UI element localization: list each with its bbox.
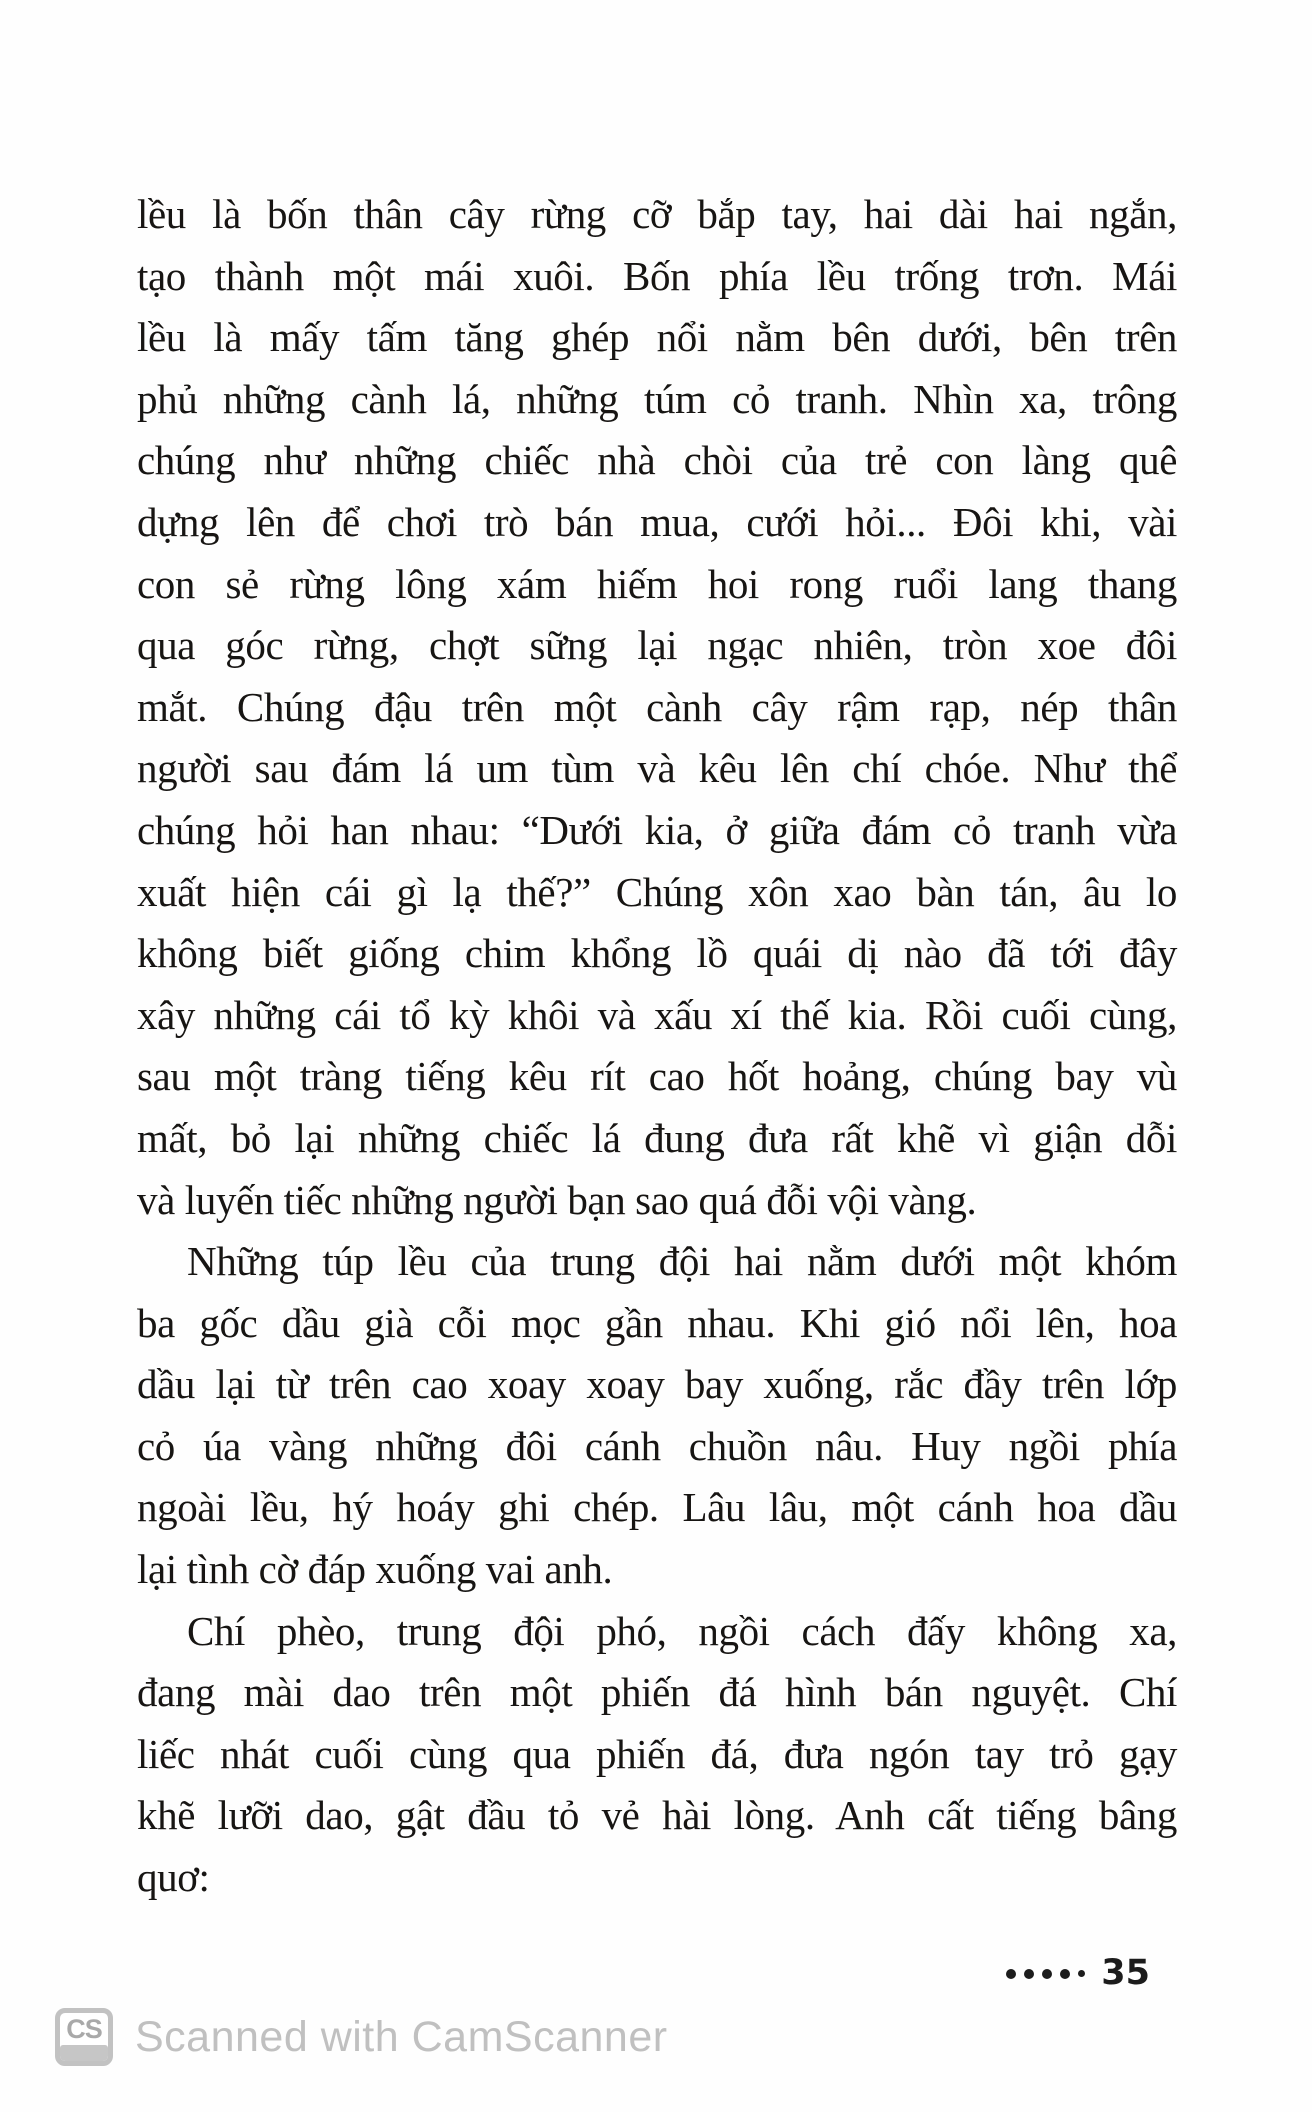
camscanner-watermark [55,2008,668,2066]
footer-dot [1042,1969,1052,1979]
text-line: người sau đám lá um tùm và kêu lên chí chóe. Như thể [137,745,1177,792]
text-line: chúng như những chiếc nhà chòi của trẻ con làng quê [137,437,1177,484]
text-line: dầu lại từ trên cao xoay xoay bay xuống, rắc đầy trên lớp [137,1361,1177,1408]
footer-dot [1060,1969,1070,1979]
footer-dot [1078,1970,1085,1977]
camscanner-logo-icon [55,2008,113,2066]
text-line: mắt. Chúng đậu trên một cành cây rậm rạp, nép thân [137,683,1177,730]
text-line: đang mài dao trên một phiến đá hình bán nguyệt. Chí [137,1669,1177,1716]
footer-dot [1024,1969,1034,1979]
text-line: cỏ úa vàng những đôi cánh chuồn nâu. Huy ngồi phía [137,1422,1177,1469]
text-line: tạo thành một mái xuôi. Bốn phía lều trống trơn. Mái [137,252,1177,299]
page-number: 35 [1101,1953,1150,1993]
text-line: dựng lên để chơi trò bán mua, cưới hỏi... Đôi khi, vài [137,498,1177,545]
text-line: lều là bốn thân cây rừng cỡ bắp tay, hai dài hai ngắn, [137,191,1177,237]
text-line: chúng hỏi han nhau: “Dưới kia, ở giữa đám cỏ tranh vừa [137,806,1177,853]
text-line: phủ những cành lá, những túm cỏ tranh. Nhìn xa, trông [137,375,1177,422]
paragraph [137,184,1177,1231]
camscanner-logo-tab [60,2045,108,2061]
footer-dot [1006,1969,1016,1979]
page-footer [1006,1953,1150,1993]
text-line: và luyến tiếc những người bạn sao quá đỗi vội vàng. [137,1176,977,1223]
text-line: xuất hiện cái gì lạ thế?” Chúng xôn xao bàn tán, âu lo [137,868,1177,915]
paragraph [137,1231,1177,1601]
text-line: quơ: [137,1854,210,1901]
text-line: lại tình cờ đáp xuống vai anh. [137,1546,613,1593]
text-line: ngoài lều, hý hoáy ghi chép. Lâu lâu, một cánh hoa dầu [137,1484,1177,1531]
text-line: Những túp lều của trung đội hai nằm dưới một khóm [187,1238,1177,1285]
text-line: lều là mấy tấm tăng ghép nổi nằm bên dưới, bên trên [137,314,1177,361]
text-block [137,184,1177,1909]
text-line: liếc nhát cuối cùng qua phiến đá, đưa ngón tay trỏ gạy [137,1730,1177,1777]
text-line: sau một tràng tiếng kêu rít cao hốt hoảng, chúng bay vù [137,1053,1177,1100]
watermark-label: Scanned with CamScanner [135,2012,668,2061]
text-line: qua góc rừng, chợt sững lại ngạc nhiên, tròn xoe đôi [137,622,1177,669]
paragraph [137,1601,1177,1909]
text-line: xây những cái tổ kỳ khôi và xấu xí thế kia. Rồi cuối cùng, [137,991,1177,1038]
camscanner-logo-letters: CS [66,2013,102,2044]
text-line: ba gốc dầu già cỗi mọc gần nhau. Khi gió nổi lên, hoa [137,1299,1177,1346]
text-line: không biết giống chim khổng lồ quái dị nào đã tới đây [137,930,1177,977]
text-line: khẽ lưỡi dao, gật đầu tỏ vẻ hài lòng. Anh cất tiếng bâng [137,1792,1177,1839]
text-line: con sẻ rừng lông xám hiếm hoi rong ruổi lang thang [137,560,1177,607]
text-line: Chí phèo, trung đội phó, ngồi cách đấy không xa, [187,1607,1177,1654]
text-line: mất, bỏ lại những chiếc lá đung đưa rất khẽ vì giận dỗi [137,1114,1177,1161]
